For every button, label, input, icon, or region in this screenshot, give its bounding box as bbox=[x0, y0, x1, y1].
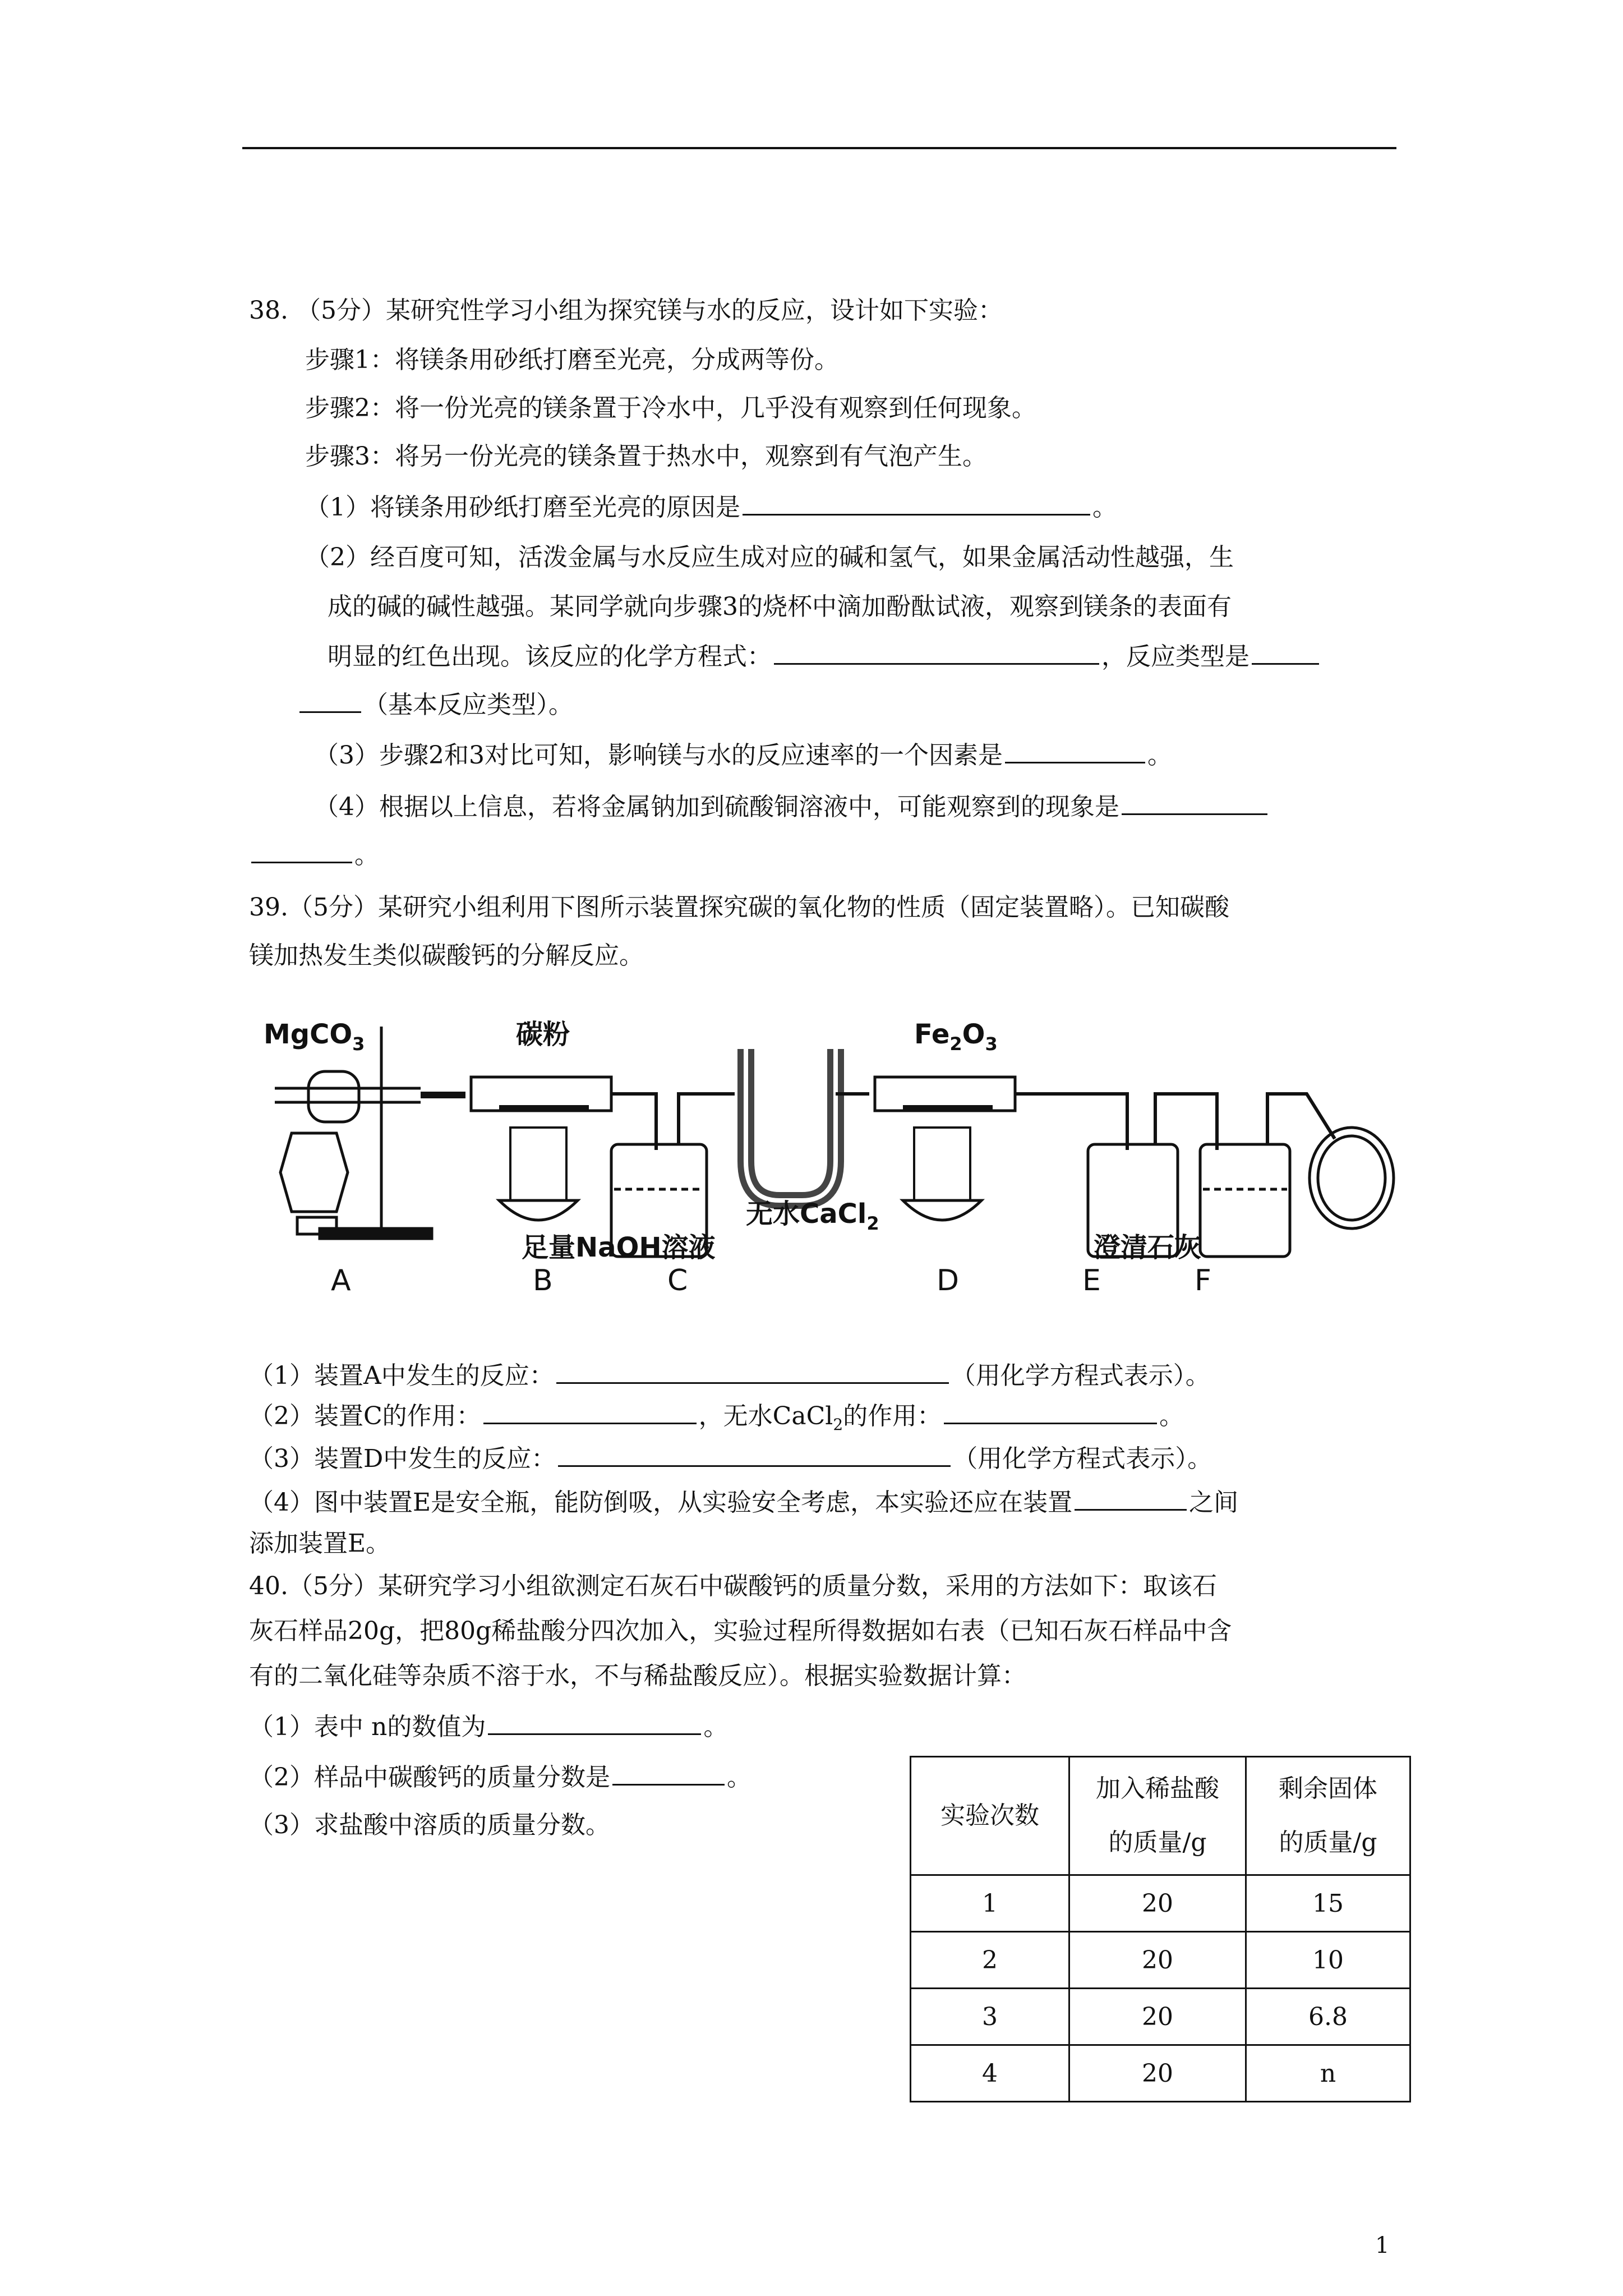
burner-a bbox=[280, 1133, 348, 1212]
lamp-d bbox=[903, 1200, 981, 1220]
label-b: B bbox=[533, 1264, 553, 1296]
gas-bag-inner bbox=[1318, 1136, 1385, 1220]
table-row: 3 20 6.8 bbox=[911, 1989, 1410, 2045]
table-row: 4 20 n bbox=[911, 2045, 1410, 2102]
apparatus-diagram bbox=[252, 1004, 1396, 1296]
pipe-bc bbox=[611, 1094, 656, 1150]
pipe-fbag bbox=[1267, 1094, 1335, 1144]
q38-part1-text: （1）将镁条用砂纸打磨至光亮的原因是 bbox=[305, 493, 740, 522]
q39-part3: （3）装置D中发生的反应： （用化学方程式表示）。 bbox=[249, 1443, 1212, 1475]
q39-title-line1: 39.（5分）某研究小组利用下图所示装置探究碳的氧化物的性质（固定装置略）。已知碳酸 bbox=[249, 893, 1229, 922]
answer-blank[interactable] bbox=[944, 1400, 1157, 1424]
q39-title-line2: 镁加热发生类似碳酸钙的分解反应。 bbox=[249, 941, 644, 970]
label-d: D bbox=[937, 1264, 960, 1296]
heater-d bbox=[914, 1128, 970, 1200]
header-rule bbox=[242, 147, 1396, 149]
q38-step3: 步骤3：将另一份光亮的镁条置于热水中，观察到有气泡产生。 bbox=[305, 442, 987, 471]
answer-blank[interactable] bbox=[1075, 1487, 1187, 1511]
label-fe2o3: $Fe_2O_3$ bbox=[914, 1019, 998, 1055]
label-a: A bbox=[331, 1264, 351, 1296]
q38-part2-line2: 成的碱的碱性越强。某同学就向步骤3的烧杯中滴加酚酞试液，观察到镁条的表面有 bbox=[328, 592, 1232, 621]
q39-part1: （1）装置A中发生的反应： （用化学方程式表示）。 bbox=[249, 1360, 1210, 1392]
lamp-b bbox=[499, 1200, 578, 1220]
answer-blank[interactable] bbox=[251, 839, 352, 863]
q38-part2-line4: （基本反应类型）。 bbox=[297, 689, 573, 721]
q38-step2: 步骤2：将一份光亮的镁条置于冷水中，几乎没有观察到任何现象。 bbox=[305, 394, 1036, 422]
answer-blank[interactable] bbox=[743, 491, 1090, 516]
pipe-de bbox=[1015, 1094, 1127, 1150]
q38-part1: （1）将镁条用砂纸打磨至光亮的原因是 。 bbox=[305, 491, 1117, 523]
q38-part4-cont: 。 bbox=[249, 839, 379, 871]
heater-b bbox=[510, 1128, 566, 1200]
label-cacl2: 无水CaCl$_2$ bbox=[746, 1198, 879, 1234]
label-e: E bbox=[1082, 1264, 1101, 1296]
q40-title-line3: 有的二氧化硅等杂质不溶于水，不与稀盐酸反应）。根据实验数据计算： bbox=[249, 1662, 1026, 1690]
answer-blank[interactable] bbox=[556, 1360, 949, 1384]
q38-part3: （3）步骤2和3对比可知，影响镁与水的反应速率的一个因素是 。 bbox=[314, 739, 1172, 771]
table-header-row bbox=[911, 1757, 1410, 1875]
pipe-ef bbox=[1155, 1094, 1217, 1150]
q38-part4: （4）根据以上信息，若将金属钠加到硫酸铜溶液中，可能观察到的现象是 bbox=[314, 791, 1270, 823]
q39-part4: （4）图中装置E是安全瓶，能防倒吸，从实验安全考虑，本实验还应在装置 之间 bbox=[249, 1487, 1238, 1519]
clamp-a bbox=[308, 1071, 359, 1122]
answer-blank[interactable] bbox=[1005, 739, 1145, 763]
answer-blank[interactable] bbox=[488, 1711, 701, 1735]
q40-title-line2: 灰石样品20g，把80g稀盐酸分四次加入，实验过程所得数据如右表（已知石灰石样品中含 bbox=[249, 1617, 1232, 1645]
answer-blank[interactable] bbox=[558, 1443, 951, 1467]
q38-part2-line1: （2）经百度可知，活泼金属与水反应生成对应的碱和氢气，如果金属活动性越强，生 bbox=[305, 543, 1234, 572]
answer-blank[interactable] bbox=[774, 641, 1099, 665]
label-naoh: 足量NaOH溶液 bbox=[522, 1232, 716, 1263]
bottle-f bbox=[1200, 1144, 1290, 1257]
answer-blank[interactable] bbox=[612, 1761, 725, 1786]
header-trial: 实验次数 bbox=[911, 1757, 1069, 1875]
label-mgco3: MgCO$_3$ bbox=[264, 1019, 365, 1055]
q38-step1: 步骤1：将镁条用砂纸打磨至光亮，分成两等份。 bbox=[305, 346, 839, 374]
q38-title: 38. （5分）某研究性学习小组为探究镁与水的反应，设计如下实验： bbox=[249, 296, 1003, 325]
label-f: F bbox=[1195, 1264, 1211, 1296]
answer-blank[interactable] bbox=[1122, 791, 1267, 815]
q38-part2-line3: 明显的红色出现。该反应的化学方程式： ，反应类型是 bbox=[328, 641, 1321, 673]
tube-a bbox=[275, 1088, 421, 1102]
header-solid-mass: 剩余固体 的质量/g bbox=[1246, 1757, 1410, 1875]
answer-blank[interactable] bbox=[1252, 641, 1319, 665]
table-row: 1 20 15 bbox=[911, 1875, 1410, 1932]
q40-part1: （1）表中 n的数值为 。 bbox=[249, 1711, 728, 1743]
table-row: 2 20 10 bbox=[911, 1932, 1410, 1989]
q40-part2: （2）样品中碳酸钙的质量分数是 。 bbox=[249, 1761, 751, 1793]
gas-bag bbox=[1310, 1128, 1394, 1228]
label-limewater: 澄清石灰 bbox=[1094, 1232, 1202, 1263]
q39-part4-cont: 添加装置E。 bbox=[249, 1529, 391, 1558]
experiment-data-table bbox=[910, 1756, 1411, 2102]
label-c: C bbox=[667, 1264, 688, 1296]
pipe-cu bbox=[679, 1094, 735, 1144]
u-tube-inner bbox=[746, 1049, 836, 1200]
answer-blank[interactable] bbox=[299, 689, 361, 713]
label-carbon: 碳粉 bbox=[516, 1019, 570, 1050]
u-tube bbox=[746, 1049, 836, 1200]
answer-blank[interactable] bbox=[483, 1400, 697, 1424]
page-number: 1 bbox=[1375, 2233, 1390, 2258]
q39-part2: （2）装置C的作用： ，无水CaCl$_2$的作用： 。 bbox=[249, 1400, 1184, 1441]
q40-title-line1: 40.（5分）某研究学习小组欲测定石灰石中碳酸钙的质量分数，采用的方法如下：取该石 bbox=[249, 1572, 1217, 1600]
q40-part3: （3）求盐酸中溶质的质量分数。 bbox=[249, 1811, 610, 1839]
header-acid-mass: 加入稀盐酸 的质量/g bbox=[1069, 1757, 1246, 1875]
